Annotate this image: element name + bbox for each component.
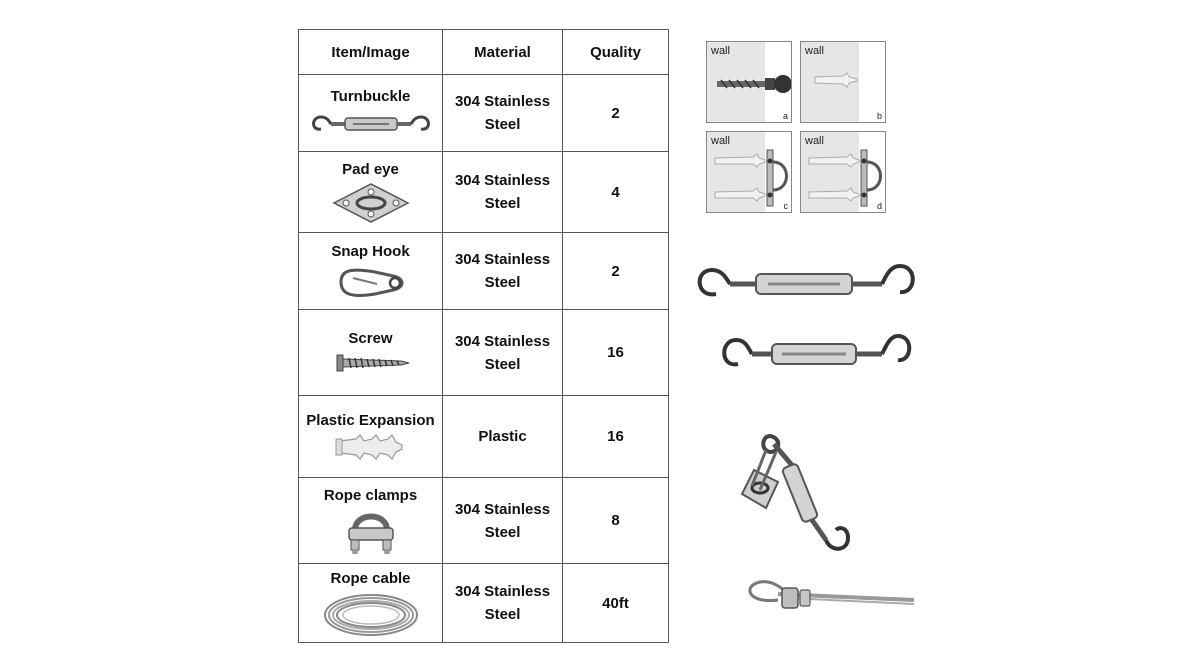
quality-value: 4 (611, 183, 620, 201)
table-row (299, 564, 669, 643)
table-row (299, 478, 669, 564)
turnbuckle-photo-icon (716, 330, 916, 376)
item-cell (299, 396, 443, 478)
quality-value: 2 (611, 104, 620, 122)
quality-cell (563, 75, 669, 152)
step-letter: c (783, 201, 788, 211)
material-line-2: Steel (484, 355, 521, 373)
material-cell (443, 478, 563, 564)
material-cell (443, 310, 563, 396)
item-cell (299, 233, 443, 310)
quality-value: 2 (611, 262, 620, 280)
quality-value: 40ft (602, 594, 629, 612)
rope-clamp-icon (341, 508, 401, 554)
step-letter: b (876, 111, 882, 121)
parts-table (298, 29, 669, 643)
plastic-anchor-icon (326, 433, 416, 461)
item-cell (299, 310, 443, 396)
material-line-1: 304 Stainless (454, 332, 551, 350)
install-step-c (706, 131, 792, 213)
item-name: Turnbuckle (330, 87, 411, 105)
table-row (299, 75, 669, 152)
install-steps-grid (706, 41, 892, 213)
table-row (299, 396, 669, 478)
material-line-2: Steel (484, 606, 521, 623)
quality-cell (563, 396, 669, 478)
install-step-a (706, 41, 792, 123)
quality-cell (563, 564, 669, 643)
table-row (299, 310, 669, 396)
item-cell (299, 564, 443, 643)
item-cell (299, 75, 443, 152)
material-cell (443, 564, 563, 643)
cable-loop-icon (738, 574, 918, 618)
quality-cell (563, 478, 669, 564)
step-letter: d (876, 201, 882, 211)
item-name: Rope cable (330, 569, 411, 587)
material-cell (443, 396, 563, 478)
material-line-2: Steel (484, 116, 521, 133)
material-line-1: 304 Stainless (454, 251, 551, 268)
header-material: Material (443, 30, 563, 75)
step-letter: a (782, 111, 788, 121)
item-cell (299, 152, 443, 233)
install-step-d (800, 131, 886, 213)
wall-label: wall (805, 45, 824, 57)
quality-value: 16 (607, 428, 624, 445)
material-line-1: Plastic (478, 428, 527, 445)
wall-label: wall (805, 135, 824, 147)
wall-label: wall (711, 135, 730, 147)
assembled-hardware-icon (730, 430, 850, 560)
header-quality: Quality (563, 30, 669, 75)
quality-cell (563, 152, 669, 233)
material-line-1: 304 Stainless (454, 93, 551, 110)
wire-coil-icon (321, 591, 421, 637)
snap-hook-icon (331, 264, 411, 300)
material-line-2: Steel (484, 523, 521, 541)
quality-cell (563, 233, 669, 310)
install-step-b (800, 41, 886, 123)
turnbuckle-photo-icon (690, 258, 920, 308)
material-line-1: 304 Stainless (454, 583, 551, 600)
quality-value: 16 (607, 344, 624, 361)
quality-cell (563, 310, 669, 396)
table-header-row (299, 30, 669, 75)
screw-icon (331, 351, 411, 375)
plastic-anchor-icon (813, 72, 859, 88)
material-cell (443, 152, 563, 233)
item-name: Pad eye (342, 160, 399, 178)
item-name: Plastic Expansion (306, 412, 435, 429)
pad-eye-mounted-icon (807, 144, 885, 210)
material-cell (443, 233, 563, 310)
material-cell (443, 75, 563, 152)
item-name: Rope clamps (323, 487, 418, 504)
material-line-1: 304 Stainless (454, 500, 551, 518)
wall-label: wall (711, 45, 730, 57)
turnbuckle-icon (307, 109, 435, 139)
header-item: Item/Image (299, 30, 443, 75)
material-line-2: Steel (484, 195, 521, 212)
item-cell (299, 478, 443, 564)
drill-bit-icon (715, 72, 791, 96)
item-name: Snap Hook (331, 242, 410, 260)
table-row (299, 152, 669, 233)
material-line-1: 304 Stainless (454, 172, 551, 189)
material-line-2: Steel (484, 274, 521, 291)
pad-eye-mounted-icon (713, 144, 791, 210)
quality-value: 8 (611, 512, 620, 529)
pad-eye-icon (331, 182, 411, 224)
table-row (299, 233, 669, 310)
item-name: Screw (348, 330, 393, 347)
